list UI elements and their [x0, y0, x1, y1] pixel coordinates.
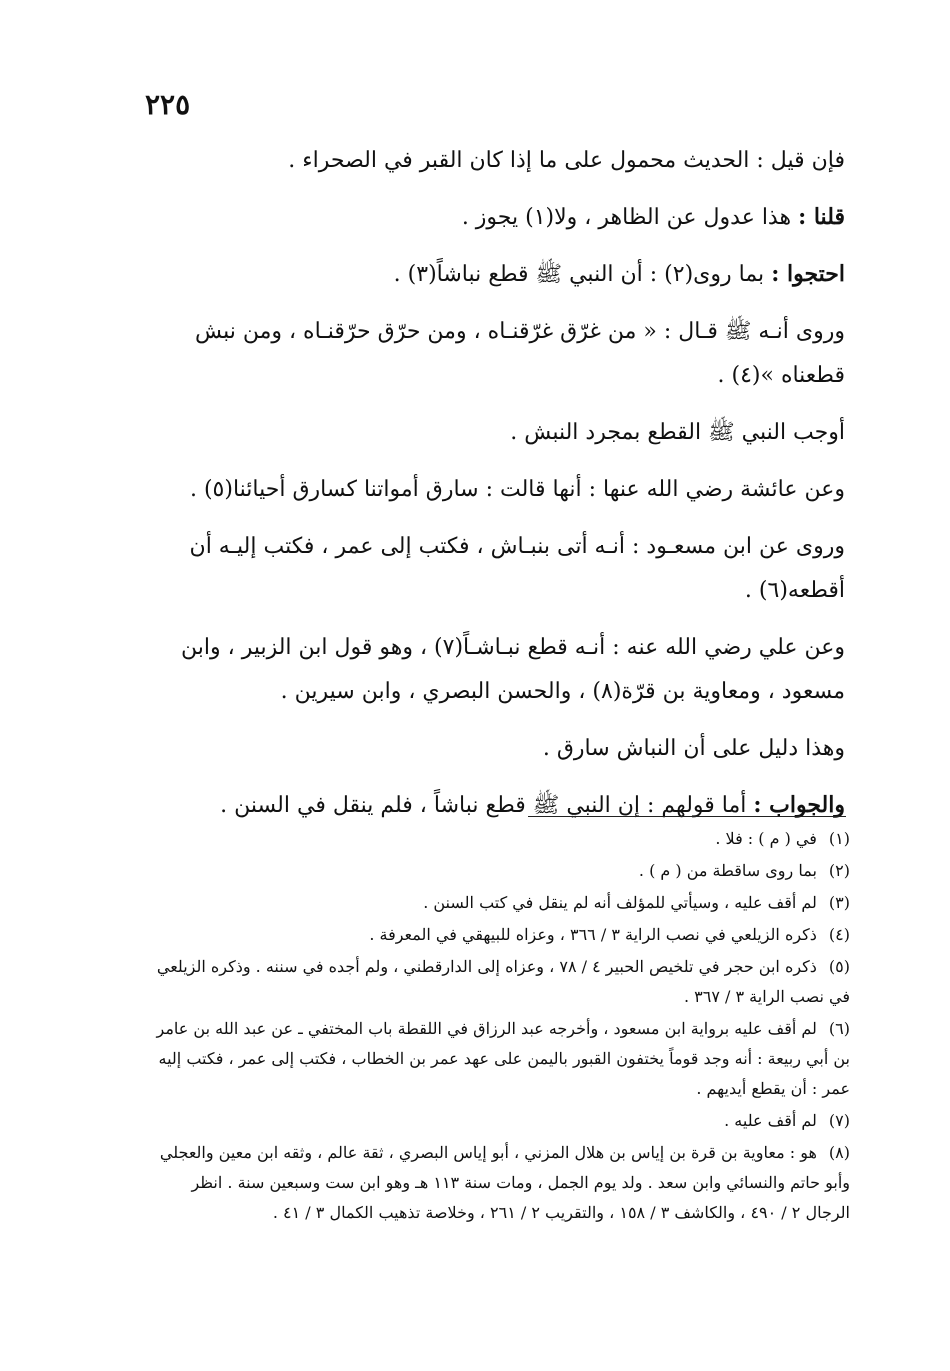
paragraph-text: وهذا دليل على أن النباش سارق .: [542, 736, 845, 761]
footnote: [150, 1106, 850, 1136]
paragraph-text: وعن علي رضي الله عنه : أنـه قطع نبـاشـاً(٧) ، وهو قول ابن الزبير ، وابن مسعود ، ومعاوية بن قرّة(٨) ، والحسن البصري ، وابن سيرين .: [181, 635, 845, 704]
paragraph: [140, 309, 845, 398]
main-text: [140, 138, 845, 840]
footnote-divider: [528, 816, 846, 817]
footnote-number: (٦): [828, 1019, 850, 1038]
footnote: [150, 824, 850, 854]
footnote-number: (١): [828, 829, 850, 848]
paragraph-text: هذا عدول عن الظاهر ، ولا(١) يجوز .: [461, 205, 792, 230]
footnotes: [150, 824, 850, 1230]
footnote-text: ذكره ابن حجر في تلخيص الحبير ٤ / ٧٨ ، وعزاه إلى الدارقطني ، ولم أجده في سننه . وذكره الزيلعي في نصب الراية ٣ / ٣٦٧ .: [156, 957, 850, 1006]
paragraph-text: وروى أنـه ﷺ قـال : « من غرّق غرّقنـاه ، ومن حرّق حرّقنـاه ، ومن نبش قطعناه »(٤) .: [195, 319, 845, 388]
footnote-number: (٥): [828, 957, 850, 976]
paragraph: [140, 410, 845, 455]
footnote: [150, 1138, 850, 1228]
footnote-text: ذكره الزيلعي في نصب الراية ٣ / ٣٦٦ ، وعزاه للبيهقي في المعرفة .: [369, 925, 817, 944]
footnote: [150, 920, 850, 950]
footnote-text: في ( م ) : فلا .: [715, 829, 817, 848]
paragraph-text: فإن قيل : الحديث محمول على ما إذا كان القبر في الصحراء .: [288, 148, 845, 173]
paragraph-lead: احتجوا :: [771, 261, 845, 287]
paragraph: [140, 783, 845, 828]
paragraph: [140, 726, 845, 771]
footnote-text: بما روى ساقطة من ( م ) .: [638, 861, 817, 880]
footnote-text: لم أقف عليه برواية ابن مسعود ، وأخرجه عبد الرزاق في اللقطة باب المختفي ـ عن عبد الله بن عامر بن أبي ربيعة : أنه وجد قوماً يختفون القبور باليمن على عهد عمر بن الخطاب ، فكتب إلى عمر ، فكتب إليه عمر : أن يقطع أيديهم .: [156, 1019, 850, 1098]
footnote-number: (٤): [828, 925, 850, 944]
paragraph-text: بما روى(٢) : أن النبي ﷺ قطع نباشاً(٣) .: [393, 262, 765, 287]
paragraph-text: وروى عن ابن مسعـود : أنـه أتى بنبـاش ، فكتب إلى عمر ، فكتب إليـه أن أقطعه(٦) .: [189, 534, 845, 603]
footnote: [150, 856, 850, 886]
footnote-number: (٣): [828, 893, 850, 912]
paragraph-text: أما قولهم : إن النبي ﷺ قطع نباشاً ، فلم ينقل في السنن .: [220, 793, 747, 818]
footnote-text: لم أقف عليه .: [724, 1111, 817, 1130]
paragraph: [140, 252, 845, 297]
footnote: [150, 952, 850, 1012]
footnote-text: لم أقف عليه ، وسيأتي للمؤلف أنه لم ينقل في كتب السنن .: [423, 893, 817, 912]
paragraph-text: أوجب النبي ﷺ القطع بمجرد النبش .: [510, 420, 845, 445]
footnote: [150, 1014, 850, 1104]
footnote-text: هو : معاوية بن قرة بن إياس بن هلال المزني ، أبو إياس البصري ، ثقة عالم ، وثقه ابن معين والعجلي وأبو حاتم والنسائي وابن سعد . ولد يوم الجمل ، ومات سنة ١١٣ هـ وهو ابن ست وسبعين سنة . انظر الرجال ٢ / ٤٩٠ ، والكاشف ٣ / ١٥٨ ، والتقريب ٢ / ٢٦١ ، وخلاصة تذهيب الكمال ٣ / ٤١ .: [159, 1143, 850, 1222]
paragraph-lead: قلنا :: [798, 204, 845, 230]
footnote-number: (٧): [828, 1111, 850, 1130]
paragraph: [140, 195, 845, 240]
paragraph: [140, 524, 845, 613]
footnote-number: (٨): [828, 1143, 850, 1162]
footnote: [150, 888, 850, 918]
paragraph: [140, 625, 845, 714]
paragraph: [140, 467, 845, 512]
paragraph-text: وعن عائشة رضي الله عنها : أنها قالت : سارق أمواتنا كسارق أحيائنا(٥) .: [189, 477, 845, 502]
paragraph-lead: والجواب :: [753, 792, 845, 818]
footnote-number: (٢): [828, 861, 850, 880]
page-number: ٢٢٥: [145, 88, 191, 121]
paragraph: [140, 138, 845, 183]
